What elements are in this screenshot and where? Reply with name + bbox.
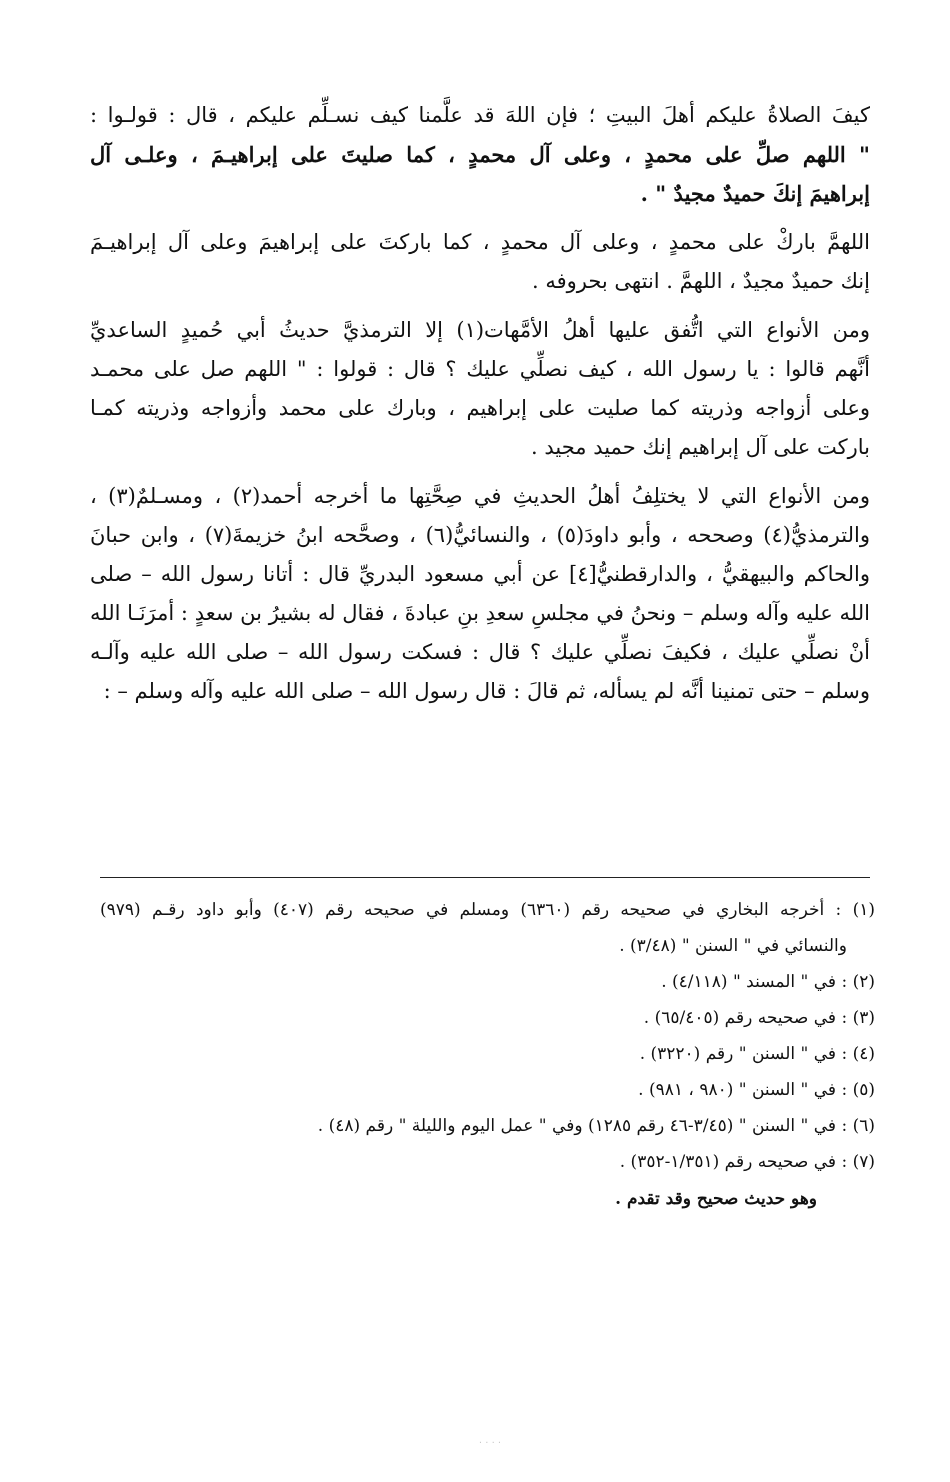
text-line: أنَّهم قالوا : يا رسول الله ، كيف نصلِّي عليك ؟ قال : قولوا : " اللهم صل على محمـد <box>90 357 870 381</box>
footnote: (٦) : في " السنن " (٣/٤٥-٤٦ رقم ١٢٨٥) وفي " عمل اليوم والليلة " رقم (٤٨) . <box>317 1116 875 1136</box>
text-line: الله عليه وآله وسلم – ونحنُ في مجلسِ سعدِ بنِ عبادةَ ، فقال له بشيرُ بن سعدٍ : أمرَنَـا الله <box>90 601 870 625</box>
text-line: كيفَ الصلاةُ عليكم أهلَ البيتِ ؛ فإن اللهَ قد علَّمنا كيف نسـلِّم عليكم ، قال : قولـوا : <box>90 103 870 127</box>
text-line: باركت على آل إبراهيم إنك حميد مجيد . <box>531 435 870 459</box>
scan-mark: · · · · <box>478 1438 502 1449</box>
footnotes <box>100 892 875 1218</box>
text-line: ومن الأنواع التي لا يختلِفُ أهلُ الحديثِ في صِحَّتِها ما أخرجه أحمد(٢) ، ومسـلمٌ(٣) ، <box>90 484 870 508</box>
text-line-prayer: إبراهيمَ إنكَ حميدٌ مجيدٌ " . <box>640 181 870 206</box>
footnote: (٧) : في صحيحه رقم (١/٣٥١-٣٥٢) . <box>619 1152 875 1172</box>
footnote-divider <box>100 877 870 878</box>
text-line: أنْ نصلِّي عليك ، فكيفَ نصلِّي عليك ؟ قال : فسكت رسول الله – صلى الله عليه وآلـه <box>90 640 870 664</box>
footnote: (٣) : في صحيحه رقم (٦٥/٤٠٥) . <box>643 1008 875 1028</box>
text-line: والترمذيُّ(٤) وصححه ، وأبو داودَ(٥) ، والنسائيُّ(٦) ، وصحَّحه ابنُ خزيمةَ(٧) ، وابن حبانَ <box>90 523 870 547</box>
text-line: وسلم – حتى تمنينا أنَّه لم يسأله، ثم قالَ : قال رسول الله – صلى الله عليه وآله وسلم – : <box>103 679 870 703</box>
text-line: إنك حميدٌ مجيدٌ ، اللهمَّ . انتهى بحروفه . <box>531 269 870 293</box>
text-line-prayer: " اللهم صلِّ على محمدٍ ، وعلى آل محمدٍ ، كما صليتَ على إبراهيـمَ ، وعلـى آل <box>90 142 870 167</box>
closing-note: وهو حديث صحيح وقد تقدم . <box>615 1189 817 1209</box>
text-line: ومن الأنواع التي اتُّفق عليها أهلُ الأمَّهات(١) إلا الترمذيَّ حديثُ أبي حُميدٍ الساعديِّ <box>90 318 870 342</box>
main-text <box>90 96 870 711</box>
footnote: (٢) : في " المسند " (٤/١١٨) . <box>661 972 875 992</box>
footnote-continuation: والنسائي في " السنن " (٣/٤٨) . <box>619 936 847 956</box>
footnote: (١) : أخرجه البخاري في صحيحه رقم (٦٣٦٠) ومسلم في صحيحه رقم (٤٠٧) وأبو داود رقـم (٩٧٩) <box>100 900 875 920</box>
text-line: وعلى أزواجه وذريته كما صليت على إبراهيم ، وبارك على محمد وأزواجه وذريته كمـا <box>90 396 870 420</box>
text-line: والحاكم والبيهقيُّ ، والدارقطنيُّ[٤] عن أبي مسعود البدريِّ قال : أتانا رسول الله – صلى <box>90 562 870 586</box>
footnote: (٤) : في " السنن " رقم (٣٢٢٠) . <box>639 1044 875 1064</box>
text-line: اللهمَّ باركْ على محمدٍ ، وعلى آل محمدٍ ، كما باركتَ على إبراهيمَ وعلى آل إبراهيـمَ <box>90 230 870 254</box>
footnote: (٥) : في " السنن " (٩٨٠ ، ٩٨١) . <box>638 1080 875 1100</box>
